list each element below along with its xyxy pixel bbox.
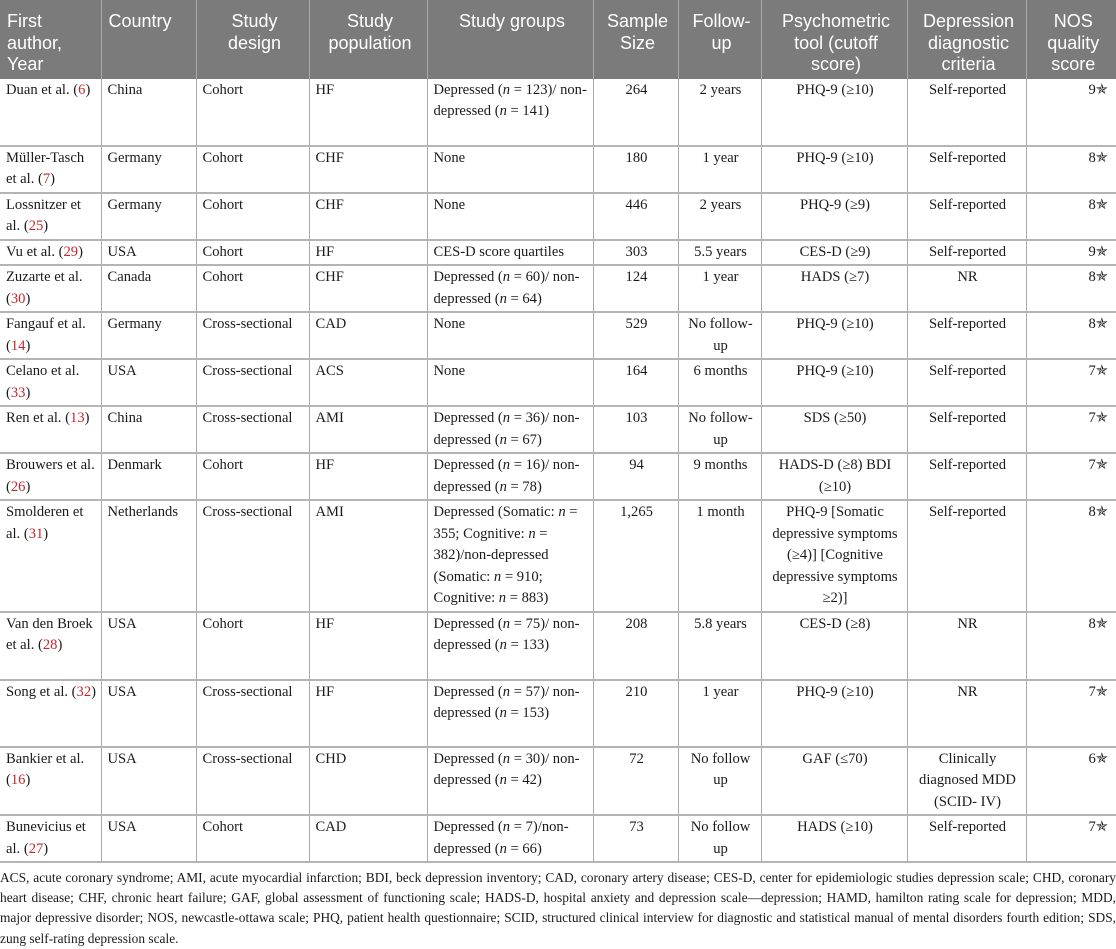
cell-sample-size: 210	[593, 680, 678, 747]
header-study-population: Study population	[309, 0, 427, 79]
reference-link[interactable]: 31	[28, 525, 44, 542]
cell-follow-up: 1 year	[678, 680, 761, 747]
reference-link[interactable]: 33	[10, 384, 26, 401]
table-row	[0, 680, 1116, 747]
cell-sample-size: 164	[593, 359, 678, 406]
cell-nos-score: 7✯	[1026, 815, 1116, 862]
reference-link[interactable]: 16	[10, 772, 26, 788]
cell-nos-score: 9✯	[1026, 79, 1116, 146]
cell-follow-up: No follow up	[678, 747, 761, 816]
reference-link[interactable]: 27	[28, 840, 44, 857]
table-header	[0, 0, 1116, 79]
table-row	[0, 815, 1116, 862]
cell-sample-size: 124	[593, 265, 678, 312]
cell-population: ACS	[309, 359, 427, 406]
table-footnote: ACS, acute coronary syndrome; AMI, acute myocardial infarction; BDI, beck depression inventory; CAD, coronary artery disease; CES-D, center for epidemiologic studies depression scale; CHD, coronary heart disease; CHF, chronic heart failure; GAF, global assessment of functioning scale; HADS-D, hospital anxiety and depression scale—depression; HAMD, hamilton rating scale for depression; MDD, major depressive disorder; NOS, newcastle-ottawa scale; PHQ, patient health questionnaire; SCID, structured clinical interview for diagnostic and statistical manual of mental disorders fourth edition; SDS, zung self-rating depression scale.	[0, 870, 1116, 946]
cell-groups: Depressed (n = 57)/ non-depressed (n = 153)	[427, 680, 593, 747]
cell-design: Cross-sectional	[196, 312, 309, 359]
cell-nos-score: 8✯	[1026, 265, 1116, 312]
header-sample-size: Sample Size	[593, 0, 678, 79]
cell-psychometric-tool: PHQ-9 (≥10)	[761, 312, 907, 359]
cell-design: Cohort	[196, 453, 309, 500]
cell-follow-up: 1 month	[678, 500, 761, 612]
cell-groups: None	[427, 146, 593, 193]
cell-design: Cohort	[196, 612, 309, 680]
reference-link[interactable]: 14	[10, 337, 26, 354]
table-row	[0, 406, 1116, 453]
cell-diagnostic-criteria: Clinically diagnosed MDD (SCID- IV)	[907, 747, 1026, 816]
cell-population: CHF	[309, 193, 427, 240]
reference-link[interactable]: 26	[10, 478, 26, 495]
header-diagnostic-criteria: Depression diagnostic criteria	[907, 0, 1026, 79]
cell-population: HF	[309, 453, 427, 500]
reference-link[interactable]: 29	[63, 243, 79, 260]
cell-population: CHF	[309, 265, 427, 312]
cell-country: Germany	[101, 193, 196, 240]
cell-country: Canada	[101, 265, 196, 312]
cell-follow-up: 9 months	[678, 453, 761, 500]
cell-author: Fangauf et al. (14)	[0, 312, 101, 359]
cell-author: Bankier et al. (16)	[0, 747, 101, 816]
cell-sample-size: 103	[593, 406, 678, 453]
table-row	[0, 193, 1116, 240]
cell-groups: Depressed (n = 7)/non-depressed (n = 66)	[427, 815, 593, 862]
cell-population: HF	[309, 240, 427, 266]
cell-sample-size: 1,265	[593, 500, 678, 612]
cell-author: Smolderen et al. (31)	[0, 500, 101, 612]
cell-follow-up: 2 years	[678, 193, 761, 240]
cell-diagnostic-criteria: Self-reported	[907, 193, 1026, 240]
table-row	[0, 500, 1116, 612]
cell-follow-up: 5.8 years	[678, 612, 761, 680]
cell-population: CHF	[309, 146, 427, 193]
cell-population: CAD	[309, 815, 427, 862]
cell-nos-score: 8✯	[1026, 500, 1116, 612]
cell-psychometric-tool: PHQ-9 (≥10)	[761, 146, 907, 193]
table-row	[0, 312, 1116, 359]
cell-country: USA	[101, 747, 196, 816]
cell-diagnostic-criteria: Self-reported	[907, 79, 1026, 146]
cell-nos-score: 8✯	[1026, 193, 1116, 240]
table-row	[0, 79, 1116, 146]
cell-sample-size: 72	[593, 747, 678, 816]
cell-diagnostic-criteria: Self-reported	[907, 359, 1026, 406]
cell-diagnostic-criteria: Self-reported	[907, 815, 1026, 862]
cell-diagnostic-criteria: NR	[907, 265, 1026, 312]
cell-author: Vu et al. (29)	[0, 240, 101, 266]
cell-psychometric-tool: PHQ-9 [Somatic depressive symptoms (≥4)] [Cognitive depressive symptoms ≥2)]	[761, 500, 907, 612]
cell-psychometric-tool: SDS (≥50)	[761, 406, 907, 453]
cell-diagnostic-criteria: Self-reported	[907, 500, 1026, 612]
cell-psychometric-tool: PHQ-9 (≥10)	[761, 680, 907, 747]
cell-psychometric-tool: HADS (≥10)	[761, 815, 907, 862]
cell-sample-size: 303	[593, 240, 678, 266]
cell-design: Cross-sectional	[196, 747, 309, 816]
table-row	[0, 612, 1116, 680]
cell-diagnostic-criteria: NR	[907, 612, 1026, 680]
cell-design: Cross-sectional	[196, 500, 309, 612]
cell-follow-up: No follow-up	[678, 312, 761, 359]
cell-author: Duan et al. (6)	[0, 79, 101, 146]
cell-diagnostic-criteria: Self-reported	[907, 312, 1026, 359]
cell-population: HF	[309, 612, 427, 680]
cell-country: USA	[101, 359, 196, 406]
cell-design: Cross-sectional	[196, 359, 309, 406]
cell-nos-score: 9✯	[1026, 240, 1116, 266]
cell-psychometric-tool: PHQ-9 (≥10)	[761, 359, 907, 406]
table-row	[0, 146, 1116, 193]
table-row	[0, 240, 1116, 266]
cell-author: Song et al. (32)	[0, 680, 101, 747]
cell-design: Cohort	[196, 146, 309, 193]
cell-psychometric-tool: PHQ-9 (≥10)	[761, 79, 907, 146]
cell-author: Ren et al. (13)	[0, 406, 101, 453]
cell-follow-up: 1 year	[678, 146, 761, 193]
cell-sample-size: 73	[593, 815, 678, 862]
cell-groups: Depressed (n = 30)/ non-depressed (n = 42)	[427, 747, 593, 816]
cell-design: Cross-sectional	[196, 406, 309, 453]
cell-author: Van den Broek et al. (28)	[0, 612, 101, 680]
reference-link[interactable]: 28	[42, 637, 58, 653]
cell-nos-score: 8✯	[1026, 312, 1116, 359]
cell-sample-size: 180	[593, 146, 678, 193]
cell-diagnostic-criteria: NR	[907, 680, 1026, 747]
table-body	[0, 79, 1116, 863]
cell-groups: Depressed (n = 75)/ non-depressed (n = 133)	[427, 612, 593, 680]
cell-psychometric-tool: HADS-D (≥8) BDI (≥10)	[761, 453, 907, 500]
cell-country: China	[101, 406, 196, 453]
cell-groups: None	[427, 359, 593, 406]
cell-nos-score: 7✯	[1026, 680, 1116, 747]
cell-design: Cohort	[196, 193, 309, 240]
header-row	[0, 0, 1116, 79]
header-country: Country	[101, 0, 196, 79]
cell-diagnostic-criteria: Self-reported	[907, 406, 1026, 453]
cell-design: Cohort	[196, 265, 309, 312]
reference-link[interactable]: 13	[70, 410, 85, 426]
table-row	[0, 359, 1116, 406]
cell-psychometric-tool: GAF (≤70)	[761, 747, 907, 816]
cell-country: Netherlands	[101, 500, 196, 612]
cell-design: Cohort	[196, 240, 309, 266]
cell-population: HF	[309, 680, 427, 747]
cell-author: Celano et al. (33)	[0, 359, 101, 406]
cell-groups: Depressed (n = 16)/ non-depressed (n = 78)	[427, 453, 593, 500]
cell-psychometric-tool: PHQ-9 (≥9)	[761, 193, 907, 240]
cell-author: Lossnitzer et al. (25)	[0, 193, 101, 240]
reference-link[interactable]: 30	[10, 290, 26, 307]
header-psychometric-tool: Psychometric tool (cutoff score)	[761, 0, 907, 79]
cell-groups: Depressed (n = 123)/ non-depressed (n = 141)	[427, 79, 593, 146]
header-nos-score: NOS quality score	[1026, 0, 1116, 79]
cell-country: USA	[101, 240, 196, 266]
cell-psychometric-tool: CES-D (≥9)	[761, 240, 907, 266]
cell-country: Germany	[101, 312, 196, 359]
reference-link[interactable]: 7	[42, 171, 51, 187]
cell-population: CAD	[309, 312, 427, 359]
cell-country: USA	[101, 680, 196, 747]
cell-country: USA	[101, 612, 196, 680]
header-first-author: First author, Year	[0, 0, 101, 79]
cell-sample-size: 264	[593, 79, 678, 146]
table-row	[0, 453, 1116, 500]
cell-nos-score: 8✯	[1026, 146, 1116, 193]
cell-groups: Depressed (n = 36)/ non-depressed (n = 67)	[427, 406, 593, 453]
cell-population: AMI	[309, 500, 427, 612]
cell-sample-size: 94	[593, 453, 678, 500]
reference-link[interactable]: 6	[78, 81, 86, 98]
header-study-design: Study design	[196, 0, 309, 79]
cell-nos-score: 6✯	[1026, 747, 1116, 816]
cell-nos-score: 8✯	[1026, 612, 1116, 680]
header-follow-up: Follow-up	[678, 0, 761, 79]
cell-nos-score: 7✯	[1026, 406, 1116, 453]
cell-author: Brouwers et al. (26)	[0, 453, 101, 500]
cell-follow-up: 5.5 years	[678, 240, 761, 266]
cell-country: USA	[101, 815, 196, 862]
cell-nos-score: 7✯	[1026, 453, 1116, 500]
cell-follow-up: 1 year	[678, 265, 761, 312]
cell-country: Germany	[101, 146, 196, 193]
table-row	[0, 265, 1116, 312]
cell-groups: None	[427, 312, 593, 359]
cell-nos-score: 7✯	[1026, 359, 1116, 406]
cell-country: Denmark	[101, 453, 196, 500]
cell-author: Zuzarte et al. (30)	[0, 265, 101, 312]
cell-population: AMI	[309, 406, 427, 453]
table-row	[0, 747, 1116, 816]
cell-psychometric-tool: HADS (≥7)	[761, 265, 907, 312]
reference-link[interactable]: 25	[28, 218, 44, 234]
cell-groups: Depressed (n = 60)/ non-depressed (n = 64)	[427, 265, 593, 312]
cell-sample-size: 208	[593, 612, 678, 680]
cell-author: Bunevicius et al. (27)	[0, 815, 101, 862]
cell-sample-size: 446	[593, 193, 678, 240]
cell-follow-up: 6 months	[678, 359, 761, 406]
reference-link[interactable]: 32	[76, 683, 92, 700]
cell-groups: Depressed (Somatic: n = 355; Cognitive: n = 382)/non-depressed (Somatic: n = 910; Cognitive: n = 883)	[427, 500, 593, 612]
cell-design: Cross-sectional	[196, 680, 309, 747]
cell-diagnostic-criteria: Self-reported	[907, 146, 1026, 193]
cell-population: CHD	[309, 747, 427, 816]
header-study-groups: Study groups	[427, 0, 593, 79]
cell-design: Cohort	[196, 815, 309, 862]
cell-diagnostic-criteria: Self-reported	[907, 240, 1026, 266]
cell-follow-up: 2 years	[678, 79, 761, 146]
cell-diagnostic-criteria: Self-reported	[907, 453, 1026, 500]
cell-psychometric-tool: CES-D (≥8)	[761, 612, 907, 680]
cell-groups: CES-D score quartiles	[427, 240, 593, 266]
cell-author: Müller-Tasch et al. (7)	[0, 146, 101, 193]
cell-groups: None	[427, 193, 593, 240]
cell-country: China	[101, 79, 196, 146]
cell-design: Cohort	[196, 79, 309, 146]
cell-population: HF	[309, 79, 427, 146]
cell-follow-up: No follow-up	[678, 406, 761, 453]
cell-follow-up: No follow up	[678, 815, 761, 862]
cell-sample-size: 529	[593, 312, 678, 359]
